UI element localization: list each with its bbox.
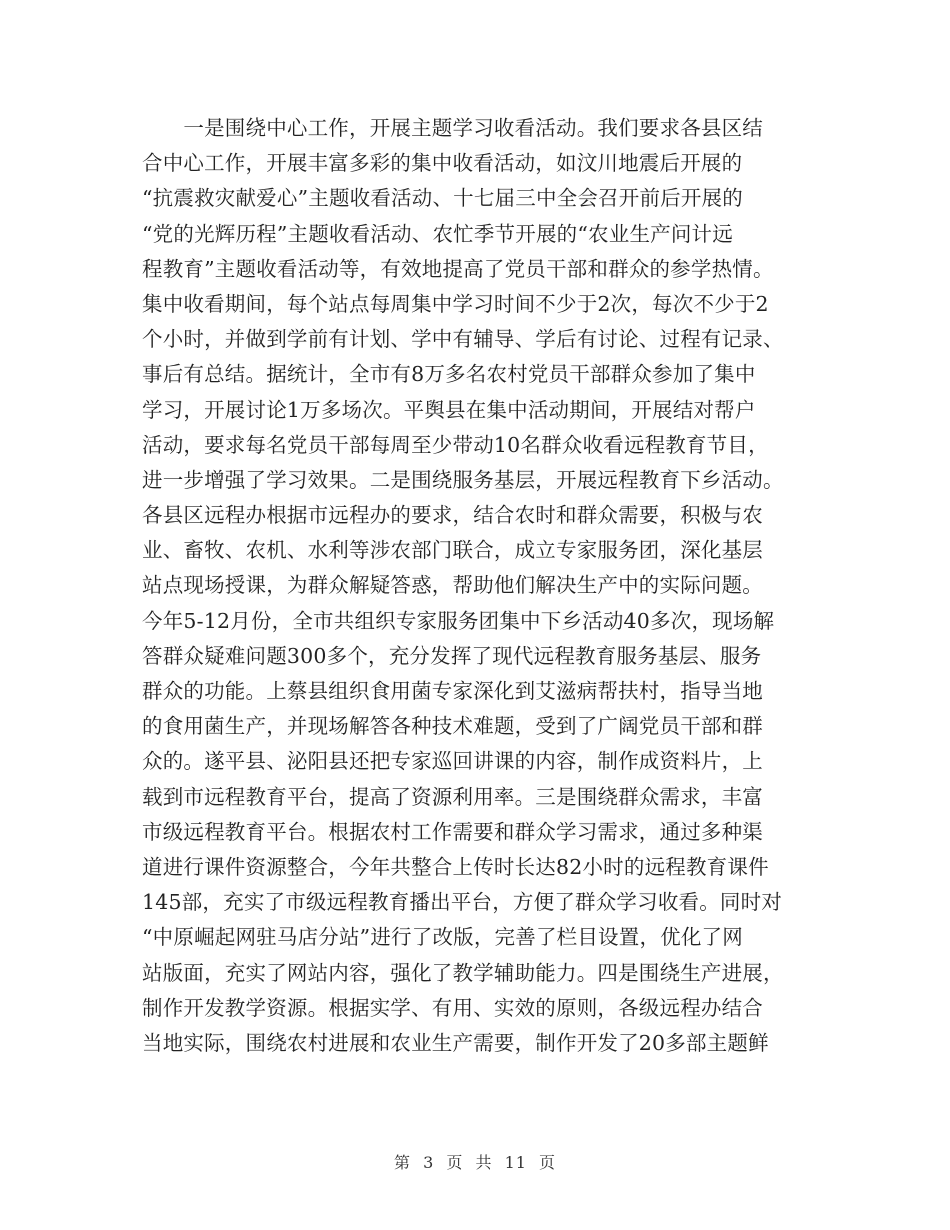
page-footer	[0, 1150, 950, 1173]
total-pages-number: 11	[504, 1153, 527, 1172]
body-paragraph	[142, 111, 810, 1061]
text-line: 各县区远程办根据市远程办的要求，结合农时和群众需要，积极与农	[142, 503, 763, 528]
text-line: 今年5-12月份，全市共组织专家服务团集中下乡活动40多次，现场解	[142, 608, 775, 633]
text-line: 站点现场授课，为群众解疑答惑，帮助他们解决生产中的实际问题。	[142, 573, 763, 598]
text-line: 市级远程教育平台。根据农村工作需要和群众学习需求，通过多种渠	[142, 819, 763, 844]
total-label: 共	[475, 1153, 493, 1172]
text-line: 程教育”主题收看活动等，有效地提高了党员干部和群众的参学热情。	[142, 256, 774, 281]
text-line: 当地实际，围绕农村进展和农业生产需要，制作开发了20多部主题鲜	[142, 1030, 769, 1055]
text-line: 道进行课件资源整合，今年共整合上传时长达82小时的远程教育课件	[142, 854, 769, 879]
text-line: 业、畜牧、农机、水利等涉农部门联合，成立专家服务团，深化基层	[142, 538, 763, 563]
text-line: 一是围绕中心工作，开展主题学习收看活动。我们要求各县区结	[142, 116, 763, 140]
text-line: 进一步增强了学习效果。二是围绕服务基层，开展远程教育下乡活动。	[142, 467, 784, 492]
text-line: 学习，开展讨论1万多场次。平舆县在集中活动期间，开展结对帮户	[142, 397, 756, 422]
text-line: “中原崛起网驻马店分站”进行了改版，完善了栏目设置，优化了网	[142, 925, 743, 950]
total-unit: 页	[539, 1153, 557, 1172]
text-line: 活动，要求每名党员干部每周至少带动10名群众收看远程教育节目，	[142, 432, 769, 457]
text-line: 制作开发教学资源。根据实学、有用、实效的原则，各级远程办结合	[142, 995, 763, 1020]
text-line: “党的光辉历程”主题收看活动、农忙季节开展的“农业生产问计远	[142, 221, 733, 246]
text-line: 集中收看期间，每个站点每周集中学习时间不少于2次，每次不少于2	[142, 291, 769, 316]
text-line: 个小时，并做到学前有计划、学中有辅导、学后有讨论、过程有记录、	[142, 327, 784, 352]
text-line: 站版面，充实了网站内容，强化了教学辅助能力。四是围绕生产进展，	[142, 960, 784, 985]
text-line: 答群众疑难问题300多个，充分发挥了现代远程教育服务基层、服务	[142, 643, 762, 668]
text-line: “抗震救灾献爱心”主题收看活动、十七届三中全会召开前后开展的	[142, 186, 743, 211]
text-line: 的食用菌生产，并现场解答各种技术难题，受到了广阔党员干部和群	[142, 714, 763, 739]
text-line: 合中心工作，开展丰富多彩的集中收看活动，如汶川地震后开展的	[142, 151, 743, 176]
page-unit: 页	[446, 1153, 464, 1172]
current-page-number: 3	[423, 1153, 435, 1172]
text-line: 众的。遂平县、泌阳县还把专家巡回讲课的内容，制作成资料片，上	[142, 749, 763, 774]
text-line: 145部，充实了市级远程教育播出平台，方便了群众学习收看。同时对	[142, 890, 783, 915]
text-line: 载到市远程教育平台，提高了资源利用率。三是围绕群众需求，丰富	[142, 784, 763, 809]
text-line: 事后有总结。据统计，全市有8万多名农村党员干部群众参加了集中	[142, 362, 756, 387]
page-label: 第	[393, 1153, 411, 1172]
text-line: 群众的功能。上蔡县组织食用菌专家深化到艾滋病帮扶村，指导当地	[142, 679, 763, 703]
